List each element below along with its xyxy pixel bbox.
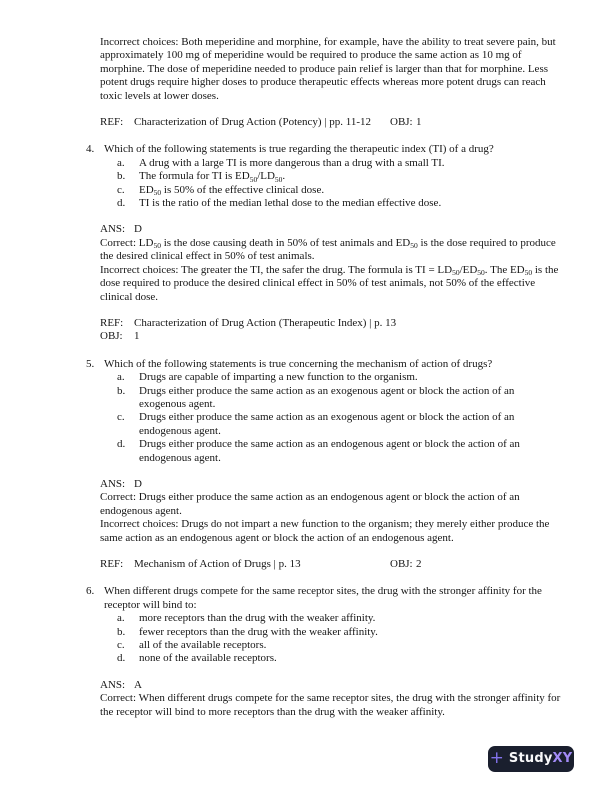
option-letter: a. <box>117 156 125 169</box>
answer-line <box>100 679 564 692</box>
option-letter: d. <box>117 438 126 451</box>
question-number: 5. <box>86 357 95 370</box>
option-d <box>100 652 564 665</box>
lead-incorrect-paragraph: Incorrect choices: Both meperidine and morphine, for example, have the ability to treat severe pain, but approximately 100 mg of meperidine would be required to produce the same action as 10 mg of morphine. The dose of meperidine needed to produce pain relief is larger than that for morphine. Less potent drugs require higher doses to produce therapeutic effects whereas more potent drugs can reach toxic levels at lower doses. <box>100 36 556 102</box>
option-text: Drugs either produce the same action as an endogenous agent or block the action of an endogenous agent. <box>139 438 520 464</box>
option-a <box>100 612 564 625</box>
lead-ref-line <box>100 116 564 129</box>
option-d <box>100 197 564 210</box>
answer-label: ANS: <box>100 477 126 490</box>
option-text: TI is the ratio of the median lethal dose to the median effective dose. <box>139 197 442 210</box>
option-letter: d. <box>117 197 126 210</box>
explanation-correct: Correct: When different drugs compete for the same receptor sites, the drug with the stronger affinity for the receptor will bind to more receptors than the drug with the weaker affinity. <box>100 692 561 718</box>
logo-text-study: Study <box>508 751 553 767</box>
obj-value: 1 <box>134 330 140 343</box>
option-text: fewer receptors than the drug with the weaker affinity. <box>139 625 378 638</box>
explanation-correct: Correct: $LD_{50}$ is the dose causing death in 50% of test animals and $ED_{50}$ is the dose required to produce the desired clinical effect in 50% of test animals. <box>100 236 556 263</box>
question-block-5 <box>86 357 564 572</box>
option-d <box>100 438 564 465</box>
page-content <box>86 36 564 719</box>
question-line <box>86 585 564 612</box>
option-b <box>100 626 564 639</box>
option-text: $ED_{50}$ is 50% of the effective clinical dose. <box>139 183 325 198</box>
option-text: none of the available receptors. <box>139 652 277 665</box>
option-c <box>100 411 564 438</box>
option-letter: c. <box>117 639 125 652</box>
option-b <box>100 385 564 412</box>
obj-label: OBJ: <box>390 558 413 570</box>
question-text: Which of the following statements is true regarding the therapeutic index (TI) of a drug? <box>104 143 494 156</box>
option-text: all of the available receptors. <box>139 639 267 652</box>
option-letter: b. <box>117 384 126 397</box>
ref-line <box>100 317 564 330</box>
answer-line <box>100 223 564 236</box>
studyxy-logo <box>488 746 574 772</box>
option-letter: c. <box>117 411 125 424</box>
obj-label: OBJ: <box>390 116 413 129</box>
plus-icon: + <box>489 747 504 768</box>
option-text: more receptors than the drug with the weaker affinity. <box>139 612 376 625</box>
ref-text: Mechanism of Action of Drugs | p. 13 <box>134 558 301 570</box>
question-block-4 <box>86 143 564 343</box>
option-text: Drugs are capable of imparting a new function to the organism. <box>139 371 418 384</box>
ref-label: REF: <box>100 116 124 129</box>
option-letter: b. <box>117 625 126 638</box>
option-c <box>100 184 564 197</box>
option-letter: c. <box>117 183 125 196</box>
explanation-correct: Correct: Drugs either produce the same action as an endogenous agent or block the action of an endogenous agent. <box>100 491 520 517</box>
ref-text: Characterization of Drug Action (Potency) | pp. 11-12 <box>134 116 372 129</box>
answer-line <box>100 478 564 491</box>
option-letter: d. <box>117 652 126 665</box>
question-text: When different drugs compete for the same receptor sites, the drug with the stronger affinity for the receptor will bind to: <box>104 585 542 611</box>
option-letter: b. <box>117 170 126 183</box>
answer-value: D <box>134 477 142 490</box>
answer-section <box>100 478 564 545</box>
question-number: 4. <box>86 143 95 156</box>
question-block-6 <box>86 585 564 719</box>
question-line <box>86 143 564 156</box>
obj-value: 2 <box>416 558 422 570</box>
option-text: The formula for TI is $ED_{50}/LD_{50}$. <box>139 170 286 184</box>
ref-label: REF: <box>100 558 124 570</box>
logo-text-xy: XY <box>552 751 573 767</box>
explanation-incorrect: Incorrect choices: Drugs do not impart a new function to the organism; they merely either produce the same action as an endogenous agent or block the action of an endogenous agent. <box>100 518 550 544</box>
option-letter: a. <box>117 371 125 384</box>
option-b <box>100 170 564 183</box>
ref-text: Characterization of Drug Action (Therapeutic Index) | p. 13 <box>134 316 397 329</box>
question-text: Which of the following statements is true concerning the mechanism of action of drugs? <box>104 357 493 370</box>
explanation-incorrect: Incorrect choices: The greater the TI, the safer the drug. The formula is TI = $LD_{50}/ED_{50}$. The $ED_{50}$ is the dose required to produce the desired clinical effect in 50% of test animals, not 50% of the effective clinical dose. <box>100 263 559 303</box>
obj-group <box>390 116 422 129</box>
option-a <box>100 157 564 170</box>
answer-label: ANS: <box>100 678 126 691</box>
question-number: 6. <box>86 585 95 598</box>
option-text: A drug with a large TI is more dangerous than a drug with a small TI. <box>139 156 445 169</box>
answer-value: A <box>134 678 142 691</box>
obj-label: OBJ: <box>100 330 123 343</box>
obj-line <box>100 330 564 343</box>
option-text: Drugs either produce the same action as an exogenous agent or block the action of an exogenous agent. <box>139 384 515 410</box>
option-c <box>100 639 564 652</box>
option-text: Drugs either produce the same action as an exogenous agent or block the action of an endogenous agent. <box>139 411 515 437</box>
option-a <box>100 371 564 384</box>
obj-group <box>390 558 422 571</box>
logo-wordmark <box>509 752 572 765</box>
ref-label: REF: <box>100 316 124 329</box>
obj-value: 1 <box>416 116 422 129</box>
question-line <box>86 358 564 371</box>
answer-label: ANS: <box>100 223 126 236</box>
ref-line <box>100 558 564 571</box>
answer-section <box>100 223 564 303</box>
answer-value: D <box>134 223 142 236</box>
answer-section <box>100 679 564 719</box>
option-letter: a. <box>117 612 125 625</box>
